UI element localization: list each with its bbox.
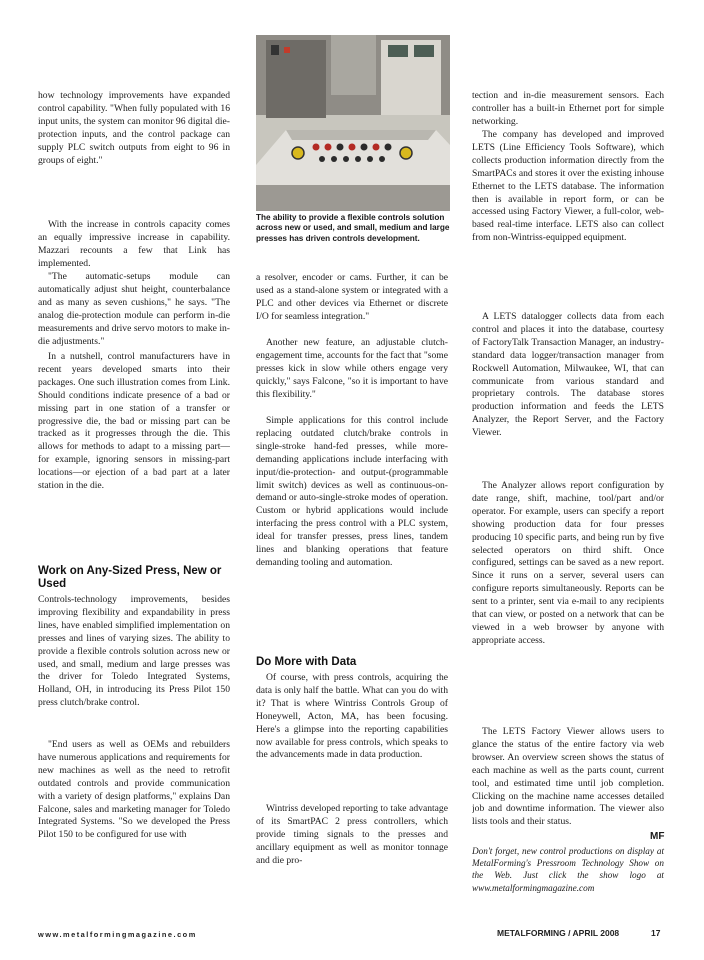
- show-promo-note: Don't forget, new control productions on display at MetalForming's Pressroom Technology Show on the Web. Just click the show logo at www.metalformingmagazine.com: [472, 846, 664, 893]
- section-heading: Work on Any-Sized Press, New or Used: [38, 565, 222, 590]
- section-heading: Do More with Data: [256, 656, 357, 668]
- press-control-photo: [256, 35, 450, 211]
- page-number: 17: [651, 928, 661, 938]
- body-paragraph: Of course, with press controls, acquiring the data is only half the battle. What can you do with it? That is where Wintriss Controls Group of Honeywell, Acton, MA, has been focusing. Here's a glimpse into the reporting capabilities now available for press controls, which speaks to the advancements made in data production.: [256, 672, 448, 761]
- footer-url: www.metalformingmagazine.com: [38, 930, 197, 939]
- body-paragraph: tection and in-die measurement sensors. Each controller has a built-in Ethernet port for simple networking.: [472, 90, 664, 127]
- body-paragraph: The company has developed and improved LETS (Line Efficiency Tools Software), which collects production information directly from the SmartPACs and stores it over the existing inhouse Ethernet to the LETS database. The information then is available in report form, or can be accessed using Factory Viewer, a full-color, web-based real-time interface. LETS also can collect from non-Wintriss-equipped equipment.: [472, 129, 664, 244]
- body-paragraph: The Analyzer allows report configuration by date range, shift, machine, tool/part and/or operator. For example, users can specify a report showing production data for four presses producing 10 specific parts, and being run by five selected operators on third shift. Once configured, settings can be saved as a new report. Since it runs on a server, several users can configure reports simultaneously. Reports can be sent to a printer, sent via e-mail to any recipients that can view, or posted on a network that can be viewed in a web browser by anyone with appropriate access.: [472, 480, 664, 646]
- footer-magazine-issue: METALFORMING / APRIL 2008: [497, 928, 620, 938]
- body-paragraph: Another new feature, an adjustable clutch-engagement time, accounts for the fact that "some presses kick in slow while others engage very quickly," says Falcone, "so it is important to have this flexibility.": [256, 337, 448, 400]
- body-paragraph: Wintriss developed reporting to take advantage of its SmartPAC 2 press controllers, which provide timing signals to the presses and ancillary equipment as well as monitor tonnage and die pro-: [256, 803, 448, 866]
- end-mark: MF: [650, 831, 665, 842]
- body-paragraph: With the increase in controls capacity comes an equally impressive increase in capability. Mazzari recounts a few that Link has implemented.: [38, 219, 230, 269]
- body-paragraph: how technology improvements have expanded control capability. "When fully populated with 16 input units, the system can monitor 96 digital die-protection inputs, and the control package can supply PLC switch outputs from eight to 96 in groups of eight.": [38, 90, 230, 166]
- body-paragraph: "End users as well as OEMs and rebuilders have numerous applications and requirements for new machines as well as the need to retrofit outdated controls and provide communication with a variety of design platforms," explains Dan Falcone, sales and marketing manager for Toledo Integrated Systems. "So we developed the Press Pilot 150 to be configured for use with: [38, 739, 230, 841]
- body-paragraph: The LETS Factory Viewer allows users to glance the status of the entire factory via web browser. An overview screen shows the status of each machine as well as the parts count, current tool, and estimated time until job completion. Clicking on the machine name accesses detailed job and downtime information. The viewer also lists tools and their status.: [472, 726, 664, 828]
- body-paragraph: A LETS datalogger collects data from each control and places it into the database, courtesy of FactoryTalk Transaction Manager, an industry-standard data logger/transaction manager from Rockwell Automation, Milwaukee, WI, that can communicate from various standard and proprietary controls. The database stores production information and feeds the LETS Analyzer, the Report Server, and the Factory Viewer.: [472, 311, 664, 439]
- body-paragraph: a resolver, encoder or cams. Further, it can be used as a stand-alone system or integrated with a PLC and other devices via Ethernet or discrete I/O for seamless integration.": [256, 272, 448, 322]
- body-paragraph: In a nutshell, control manufacturers have in recent years developed smarts into their packages. One such illustration comes from Link. Should conditions indicate presence of a bad or missing part in one station of a transfer or progressive die, the bad or missing part can be tracked as it progresses through the die. This allows for methods to adapt to a missing part—for example, ignoring sensors in missing-part locations—or ejection of a bad part at a later station in the die.: [38, 351, 230, 492]
- body-paragraph: Simple applications for this control include replacing outdated clutch/brake controls in single-stroke hand-fed presses, while more-demanding applications include interfacing with input/die-protection- and output-(programmable limit switch) devices as well as continuous-on-demand or auto-single-stroke modes of operation. Custom or hybrid applications would include interfacing the press control with a PLC system, ideal for transfer presses, press lines, tandem lines and blanking operations that feature demanding tooling and automation.: [256, 415, 448, 568]
- body-paragraph: Controls-technology improvements, besides improving flexibility and expandability in press lines, have enabled simplified implementation on presses and lines of varying sizes. The ability to provide a flexible controls solution across new or used, and small, medium and large presses was the driver for Toledo Integrated Systems, Holland, OH, in introducing its Press Pilot 150 press clutch/brake control.: [38, 594, 230, 709]
- body-paragraph: "The automatic-setups module can automatically adjust shut height, counterbalance and as many as seven cushions," he says. "The analog die-protection module can perform in-die measurements and drive servo motors to make in-die adjustments.": [38, 271, 230, 347]
- photo-caption: The ability to provide a flexible controls solution across new or used, and small, medium and large presses has driven controls development.: [256, 213, 450, 243]
